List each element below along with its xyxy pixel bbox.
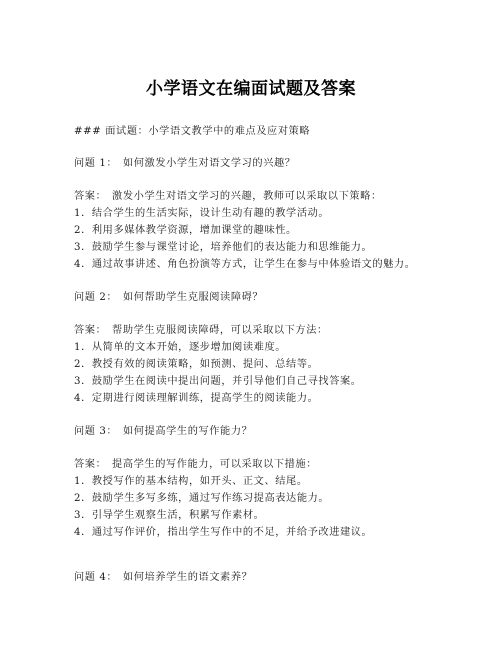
question-1: 问题 1： 如何激发小学生对语文学习的兴趣？ <box>74 158 296 169</box>
answer-3-intro: 答案： 提高学生的写作能力，可以采取以下措施： <box>74 459 318 470</box>
question-4: 问题 4： 如何培养学生的语文素养？ <box>74 572 253 583</box>
answer-2-item-1: 1．从简单的文本开始，逐步增加阅读难度。 <box>74 342 287 353</box>
answer-3-item-4: 4．通过写作评价，指出学生写作中的不足，并给予改进建议。 <box>74 527 373 538</box>
answer-1-item-3: 3．鼓励学生参与课堂讨论，培养他们的表达能力和思维能力。 <box>74 242 373 253</box>
question-2: 问题 2： 如何帮助学生克服阅读障碍？ <box>74 292 264 303</box>
answer-2-item-4: 4．定期进行阅读理解训练，提高学生的阅读能力。 <box>74 393 319 404</box>
answer-2-item-3: 3．鼓励学生在阅读中提出问题，并引导他们自己寻找答案。 <box>74 376 362 387</box>
answer-1-item-4: 4．通过故事讲述、角色扮演等方式，让学生在参与中体验语文的魅力。 <box>74 259 416 270</box>
answer-1-intro: 答案： 激发小学生对语文学习的兴趣，教师可以采取以下策略： <box>74 191 382 202</box>
answer-1-item-1: 1．结合学生的生活实际，设计生动有趣的教学活动。 <box>74 208 330 219</box>
answer-2-item-2: 2．教授有效的阅读策略，如预测、提问、总结等。 <box>74 359 319 370</box>
answer-1-item-2: 2．利用多媒体教学资源，增加课堂的趣味性。 <box>74 225 297 236</box>
answer-2-intro: 答案： 帮助学生克服阅读障碍，可以采取以下方法： <box>74 325 328 336</box>
answer-3-item-3: 3．引导学生观察生活，积累写作素材。 <box>74 510 265 521</box>
document-title: 小学语文在编面试题及答案 <box>146 79 356 99</box>
answer-3-item-1: 1．教授写作的基本结构，如开头、正文、结尾。 <box>74 476 308 487</box>
question-3: 问题 3： 如何提高学生的写作能力？ <box>74 426 253 437</box>
answer-3-item-2: 2．鼓励学生多写多练，通过写作练习提高表达能力。 <box>74 493 330 504</box>
document-subtitle: ### 面试题：小学语文教学中的难点及应对策略 <box>74 126 311 137</box>
